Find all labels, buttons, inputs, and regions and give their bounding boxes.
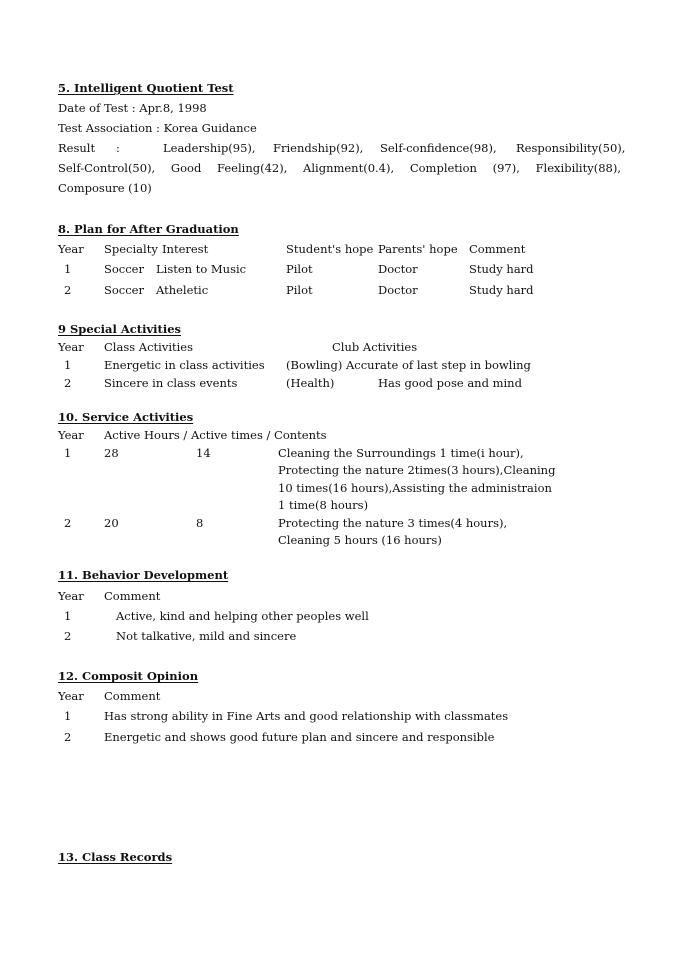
iq-result-label: Result bbox=[58, 141, 96, 155]
special-cell: Energetic in class activities bbox=[104, 358, 265, 372]
behavior-cell: 2 bbox=[64, 629, 72, 643]
service-col-details: Active Hours / Active times / Contents bbox=[104, 428, 327, 442]
plan-cell: Pilot bbox=[286, 262, 313, 276]
plan-cell: Doctor bbox=[378, 283, 418, 297]
plan-cell: 2 bbox=[64, 283, 72, 297]
iq-result-item: Friendship(92), bbox=[273, 141, 364, 155]
behavior-cell: Active, kind and helping other peoples well bbox=[116, 609, 369, 623]
behavior-col-year: Year bbox=[58, 589, 84, 603]
plan-cell: 1 bbox=[64, 262, 72, 276]
service-contents-line: Cleaning 5 hours (16 hours) bbox=[278, 533, 442, 547]
special-col-class: Class Activities bbox=[104, 340, 194, 354]
special-col-club: Club Activities bbox=[332, 340, 418, 354]
service-cell: 1 bbox=[64, 446, 72, 460]
plan-cell: Listen to Music bbox=[156, 262, 247, 276]
plan-col-interest: Interest bbox=[162, 242, 209, 256]
service-col-year: Year bbox=[58, 428, 84, 442]
behavior-cell: Not talkative, mild and sincere bbox=[116, 629, 297, 643]
opinion-col-comment: Comment bbox=[104, 689, 161, 703]
behavior-col-comment: Comment bbox=[104, 589, 161, 603]
plan-cell: Soccer bbox=[104, 262, 144, 276]
special-cell: (Bowling) Accurate of last step in bowling bbox=[286, 358, 531, 372]
plan-col-year: Year bbox=[58, 242, 84, 256]
plan-cell: Pilot bbox=[286, 283, 313, 297]
service-cell: 14 bbox=[196, 446, 211, 460]
service-cell: 8 bbox=[196, 516, 204, 530]
opinion-cell: 1 bbox=[64, 709, 72, 723]
iq-result-colon: : bbox=[116, 141, 120, 155]
iq-result-item: (97), bbox=[492, 161, 520, 175]
plan-cell: Study hard bbox=[469, 283, 534, 297]
special-cell: 2 bbox=[64, 376, 72, 390]
special-cell: (Health) bbox=[286, 376, 335, 390]
iq-result-composure: Composure (10) bbox=[58, 181, 152, 195]
opinion-cell: Has strong ability in Fine Arts and good relationship with classmates bbox=[104, 709, 509, 723]
plan-col-specialty: Specialty bbox=[104, 242, 158, 256]
iq-result-item: Leadership(95), bbox=[163, 141, 256, 155]
iq-result-item: Feeling(42), bbox=[217, 161, 288, 175]
opinion-col-year: Year bbox=[58, 689, 84, 703]
iq-association: Test Association : Korea Guidance bbox=[58, 121, 257, 135]
service-cell: 28 bbox=[104, 446, 119, 460]
service-cell: 2 bbox=[64, 516, 72, 530]
class-records-heading: 13. Class Records bbox=[58, 850, 173, 864]
behavior-cell: 1 bbox=[64, 609, 72, 623]
iq-result-item: Good bbox=[170, 161, 202, 175]
iq-result-item: Self-confidence(98), bbox=[380, 141, 497, 155]
service-contents-line: 10 times(16 hours),Assisting the administraion bbox=[278, 481, 552, 495]
iq-result-item: Alignment(0.4), bbox=[303, 161, 395, 175]
service-contents-line: Cleaning the Surroundings 1 time(i hour), bbox=[278, 446, 524, 460]
plan-cell: Atheletic bbox=[156, 283, 209, 297]
special-col-year: Year bbox=[58, 340, 84, 354]
iq-result-item: Responsibility(50), bbox=[516, 141, 626, 155]
iq-results-line2 bbox=[58, 161, 621, 175]
iq-result-item: Self-Control(50), bbox=[58, 161, 156, 175]
service-contents-line: Protecting the nature 2times(3 hours),Cleaning bbox=[278, 463, 556, 477]
special-cell: Sincere in class events bbox=[104, 376, 238, 390]
service-contents-line: 1 time(8 hours) bbox=[278, 498, 369, 512]
plan-col-comment: Comment bbox=[469, 242, 526, 256]
iq-heading: 5. Intelligent Quotient Test bbox=[58, 81, 234, 95]
behavior-heading: 11. Behavior Development bbox=[58, 568, 229, 582]
iq-date: Date of Test : Apr.8, 1998 bbox=[58, 101, 207, 115]
plan-cell: Doctor bbox=[378, 262, 418, 276]
special-cell: 1 bbox=[64, 358, 72, 372]
plan-cell: Study hard bbox=[469, 262, 534, 276]
plan-col-student-hope: Student's hope bbox=[286, 242, 374, 256]
opinion-heading: 12. Composit Opinion bbox=[58, 669, 199, 683]
special-cell: Has good pose and mind bbox=[378, 376, 522, 390]
plan-heading: 8. Plan for After Graduation bbox=[58, 222, 239, 236]
special-heading: 9 Special Activities bbox=[58, 322, 181, 336]
iq-result-item: Completion bbox=[409, 161, 477, 175]
opinion-cell: 2 bbox=[64, 730, 72, 744]
plan-cell: Soccer bbox=[104, 283, 144, 297]
opinion-cell: Energetic and shows good future plan and sincere and responsible bbox=[104, 730, 495, 744]
iq-result-item: Flexibility(88), bbox=[535, 161, 621, 175]
service-cell: 20 bbox=[104, 516, 119, 530]
service-contents-line: Protecting the nature 3 times(4 hours), bbox=[278, 516, 508, 530]
plan-col-parents-hope: Parents' hope bbox=[378, 242, 458, 256]
service-heading: 10. Service Activities bbox=[58, 410, 194, 424]
